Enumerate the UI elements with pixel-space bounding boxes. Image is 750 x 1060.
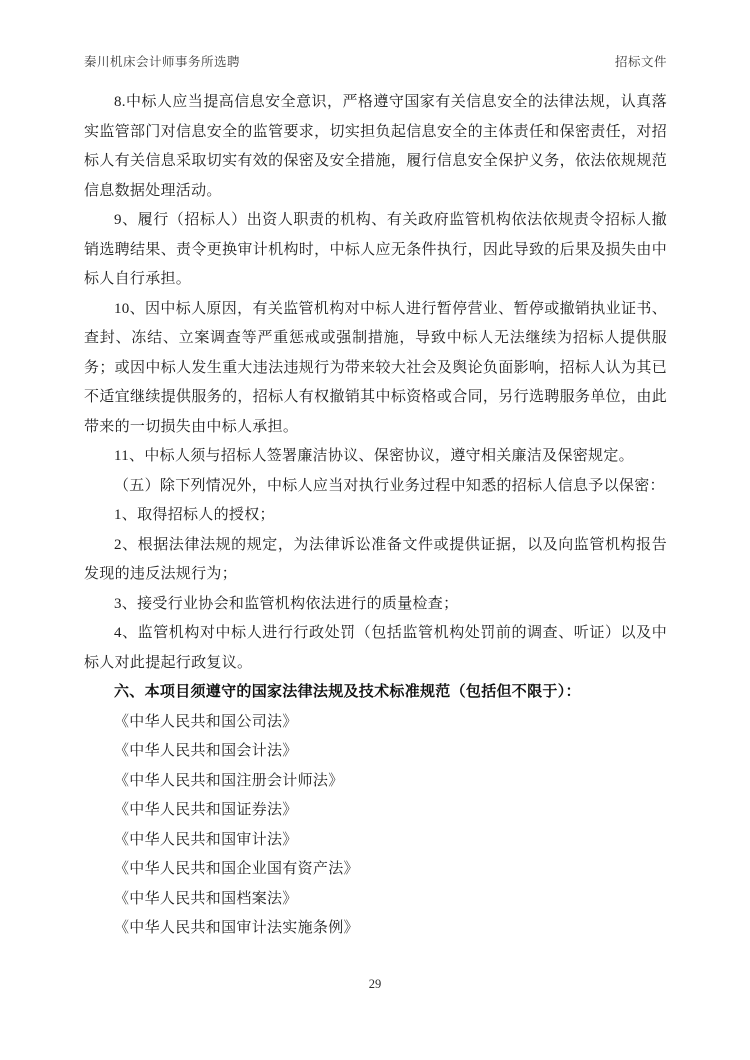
page-number: 29 [368, 977, 382, 991]
paragraph: 9、履行（招标人）出资人职责的机构、有关政府监管机构依法依规责令招标人撤销选聘结果、责令更换审计机构时，中标人应无条件执行，因此导致的后果及损失由中标人自行承担。 [84, 212, 667, 287]
header-right-text: 招标文件 [614, 55, 667, 69]
paragraph: 4、监管机构对中标人进行行政处罚（包括监管机构处罚前的调查、听证）以及中标人对此提起行政复议。 [84, 625, 667, 671]
paragraph: （五）除下列情况外，中标人应当对执行业务过程中知悉的招标人信息予以保密： [114, 477, 665, 494]
paragraph: 1、取得招标人的授权； [114, 507, 275, 523]
paragraph: 3、接受行业协会和监管机构依法进行的质量检查； [114, 595, 459, 612]
law-item: 《中华人民共和国会计法》 [114, 743, 298, 759]
page-footer [0, 977, 750, 992]
law-item: 《中华人民共和国企业国有资产法》 [114, 861, 359, 877]
law-item: 《中华人民共和国公司法》 [114, 713, 298, 730]
page-header [84, 52, 667, 70]
paragraph: 11、中标人须与招标人签署廉洁协议、保密协议，遵守相关廉洁及保密规定。 [114, 448, 634, 464]
law-item: 《中华人民共和国审计法实施条例》 [114, 920, 359, 936]
law-item: 《中华人民共和国审计法》 [114, 831, 298, 848]
paragraph: 2、根据法律法规的规定，为法律诉讼准备文件或提供证据，以及向监管机构报告发现的违反法规行为； [84, 536, 667, 582]
law-item: 《中华人民共和国注册会计师法》 [114, 772, 344, 789]
section-heading: 六、本项目须遵守的国家法律法规及技术标准规范（包括但不限于）： [114, 684, 581, 700]
paragraph: 10、因中标人原因，有关监管机构对中标人进行暂停营业、暂停或撤销执业证书、查封、冻结、立案调查等严重惩戒或强制措施，导致中标人无法继续为招标人提供服务；或因中标人发生重大违法违规行为带来较大社会及舆论负面影响，招标人认为其已不适宜继续提供服务的，招标人有权撤销其中标资格或合同，另行选聘服务单位，由此带来的一切损失由中标人承担。 [84, 300, 667, 435]
law-item: 《中华人民共和国档案法》 [114, 890, 298, 907]
document-body [84, 88, 667, 944]
law-item: 《中华人民共和国证券法》 [114, 802, 298, 818]
header-left-text: 秦川机床会计师事务所选聘 [84, 55, 241, 69]
paragraph: 8.中标人应当提高信息安全意识，严格遵守国家有关信息安全的法律法规，认真落实监管部门对信息安全的监管要求，切实担负起信息安全的主体责任和保密责任，对招标人有关信息采取切实有效的保密及安全措施，履行信息安全保护义务，依法依规规范信息数据处理活动。 [84, 94, 667, 199]
